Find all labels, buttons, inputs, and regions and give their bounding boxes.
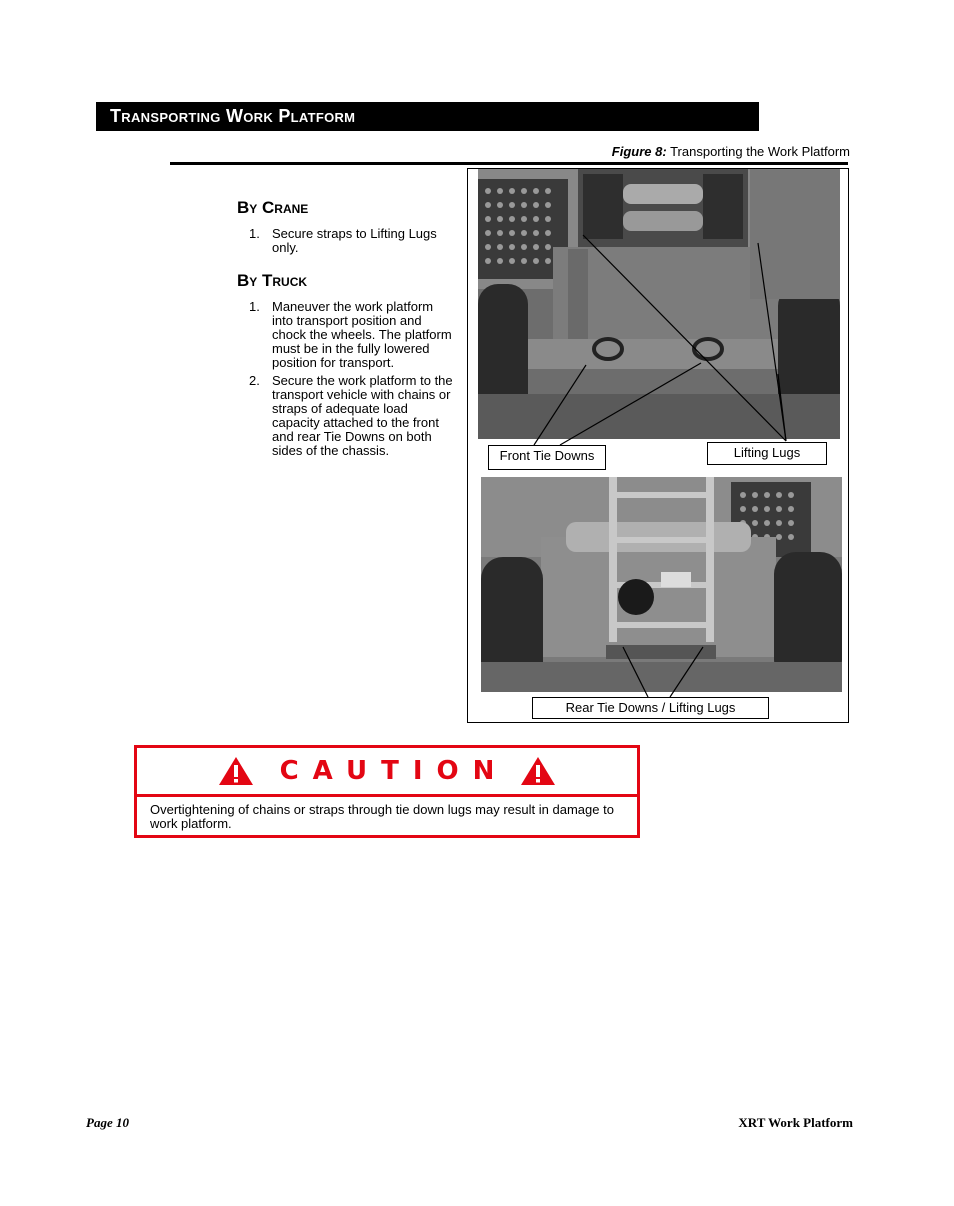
caution-text: Overtightening of chains or straps through tie down lugs may result in damage to work platform. bbox=[150, 802, 614, 831]
by-crane-steps bbox=[249, 227, 453, 259]
step-number: 1. bbox=[249, 226, 260, 241]
figure-number: Figure 8: bbox=[611, 144, 667, 159]
warning-triangle-icon bbox=[520, 756, 556, 786]
step-number: 1. bbox=[249, 299, 260, 314]
by-crane-heading: By Crane bbox=[237, 198, 309, 217]
rear-photo bbox=[481, 477, 842, 692]
list-item bbox=[249, 374, 453, 458]
front-tie-downs-label: Front Tie Downs bbox=[488, 445, 606, 470]
footer-product-name: XRT Work Platform bbox=[738, 1115, 853, 1130]
step-text: Maneuver the work platform into transport position and chock the wheels. The platform must be in the fully lowered position for transport. bbox=[272, 299, 452, 370]
warning-triangle-icon bbox=[218, 756, 254, 786]
rear-tie-downs-label: Rear Tie Downs / Lifting Lugs bbox=[532, 697, 769, 719]
caution-title: CAUTION bbox=[279, 756, 509, 786]
lifting-lugs-label: Lifting Lugs bbox=[707, 442, 827, 465]
horizontal-rule bbox=[170, 162, 848, 165]
step-text: Secure the work platform to the transport vehicle with chains or straps of adequate load capacity attached to the front and rear Tie Downs on both sides of the chassis. bbox=[272, 373, 453, 458]
step-number: 2. bbox=[249, 373, 260, 388]
footer-page-number: Page 10 bbox=[86, 1115, 129, 1130]
caution-header bbox=[137, 748, 637, 797]
list-item bbox=[249, 300, 453, 370]
figure-caption-text: Transporting the Work Platform bbox=[670, 144, 850, 159]
step-text: Secure straps to Lifting Lugs only. bbox=[272, 226, 437, 255]
figure-frame bbox=[467, 168, 849, 723]
rear-machine-illustration bbox=[481, 477, 842, 692]
section-title: Transporting Work Platform bbox=[110, 106, 356, 126]
by-truck-heading: By Truck bbox=[237, 271, 308, 290]
figure-caption bbox=[612, 144, 850, 159]
section-title-bar bbox=[96, 102, 759, 131]
list-item bbox=[249, 227, 453, 255]
caution-box bbox=[134, 745, 640, 838]
by-truck-steps bbox=[249, 300, 453, 462]
front-machine-illustration bbox=[478, 169, 840, 439]
front-photo bbox=[478, 169, 840, 439]
